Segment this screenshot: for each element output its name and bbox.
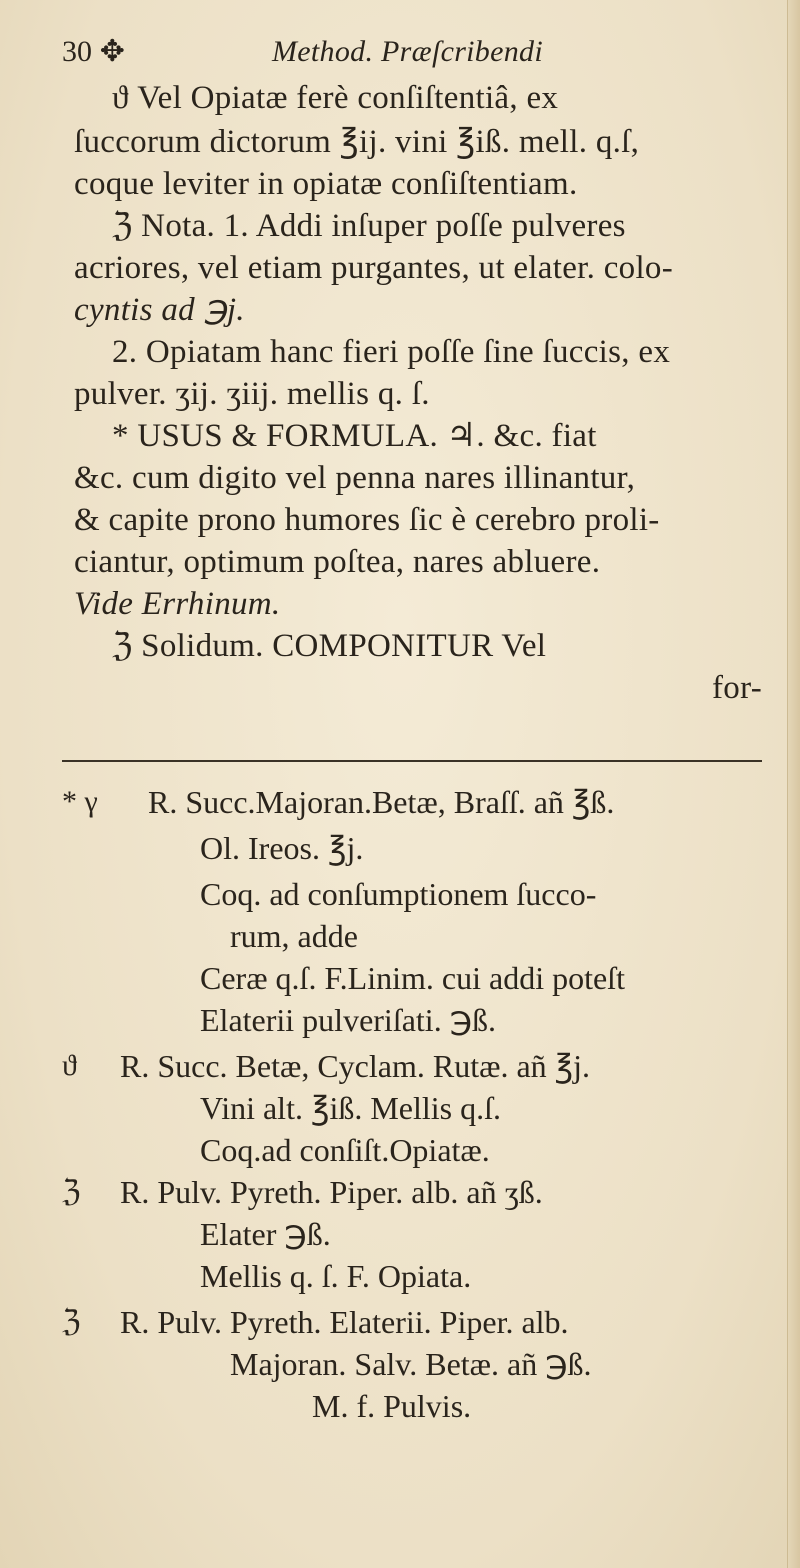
recipe-mark: ℨ (62, 1175, 81, 1208)
text-line: Vide Errhinum. (74, 586, 281, 622)
recipe-mark: * γ (62, 785, 98, 818)
page-number: 30 (62, 35, 92, 68)
recipe-line: M. f. Pulvis. (312, 1388, 472, 1424)
text-line: ſuccorum dictorum ℥ij. vini ℥iß. mell. q.ſ, (74, 124, 640, 160)
recipe-line: Coq. ad conſumptionem ſucco- (200, 876, 597, 912)
recipe-line: Mellis q. ſ. F. Opiata. (200, 1258, 472, 1294)
text-line: acriores, vel etiam purgantes, ut elater. colo- (74, 250, 674, 286)
running-head-title: Method. Præſcribendi (272, 35, 543, 68)
running-header (62, 30, 543, 74)
recipe-line: Coq.ad conſiſt.Opiatæ. (200, 1132, 490, 1168)
recipe-line: Ol. Ireos. ℥j. (200, 830, 364, 866)
text-line: ℨ Nota. 1. Addi inſuper poſſe pulveres (112, 208, 626, 244)
header-ornament: ✥ (92, 35, 126, 68)
text-line: ciantur, optimum poſtea, nares abluere. (74, 544, 601, 580)
text-line: pulver. ʒij. ʒiij. mellis q. ſ. (74, 376, 430, 412)
catchword: for- (712, 670, 763, 706)
recipe-line: R. Pulv. Pyreth. Elaterii. Piper. alb. (120, 1304, 569, 1340)
text-line: coque leviter in opiatæ conſiſtentiam. (74, 166, 578, 202)
text-line: cyntis ad ℈j. (74, 292, 245, 328)
recipe-line: R. Succ.Majoran.Betæ, Braſſ. añ ℥ß. (148, 784, 615, 820)
recipe-line: Elaterii pulveriſati. ℈ß. (200, 1002, 497, 1038)
text-line: ℨ Solidum. COMPONITUR Vel (112, 628, 547, 664)
footnote-rule (62, 760, 762, 762)
text-line: 2. Opiatam hanc fieri poſſe ſine ſuccis, ex (112, 334, 671, 370)
recipe-line: rum, adde (230, 918, 358, 954)
recipe-line: Ceræ q.ſ. F.Linim. cui addi poteſt (200, 960, 625, 996)
text-line: * USUS & FORMULA. ♃. &c. fiat (112, 418, 597, 454)
recipe-line: Majoran. Salv. Betæ. añ ℈ß. (230, 1346, 592, 1382)
recipe-line: Vini alt. ℥iß. Mellis q.ſ. (200, 1090, 501, 1126)
recipe-line: R. Succ. Betæ, Cyclam. Rutæ. añ ℥j. (120, 1048, 591, 1084)
recipe-line: R. Pulv. Pyreth. Piper. alb. añ ʒß. (120, 1174, 543, 1210)
recipe-mark: ϑ (62, 1049, 77, 1082)
text-line: &c. cum digito vel penna nares illinantur, (74, 460, 636, 496)
recipe-mark: ℨ (62, 1305, 81, 1338)
page-edge (787, 0, 800, 1568)
recipe-line: Elater ℈ß. (200, 1216, 331, 1252)
text-line: & capite prono humores ſic è cerebro proli- (74, 502, 660, 538)
text-line: ϑ Vel Opiatæ ferè conſiſtentiâ, ex (112, 80, 559, 116)
